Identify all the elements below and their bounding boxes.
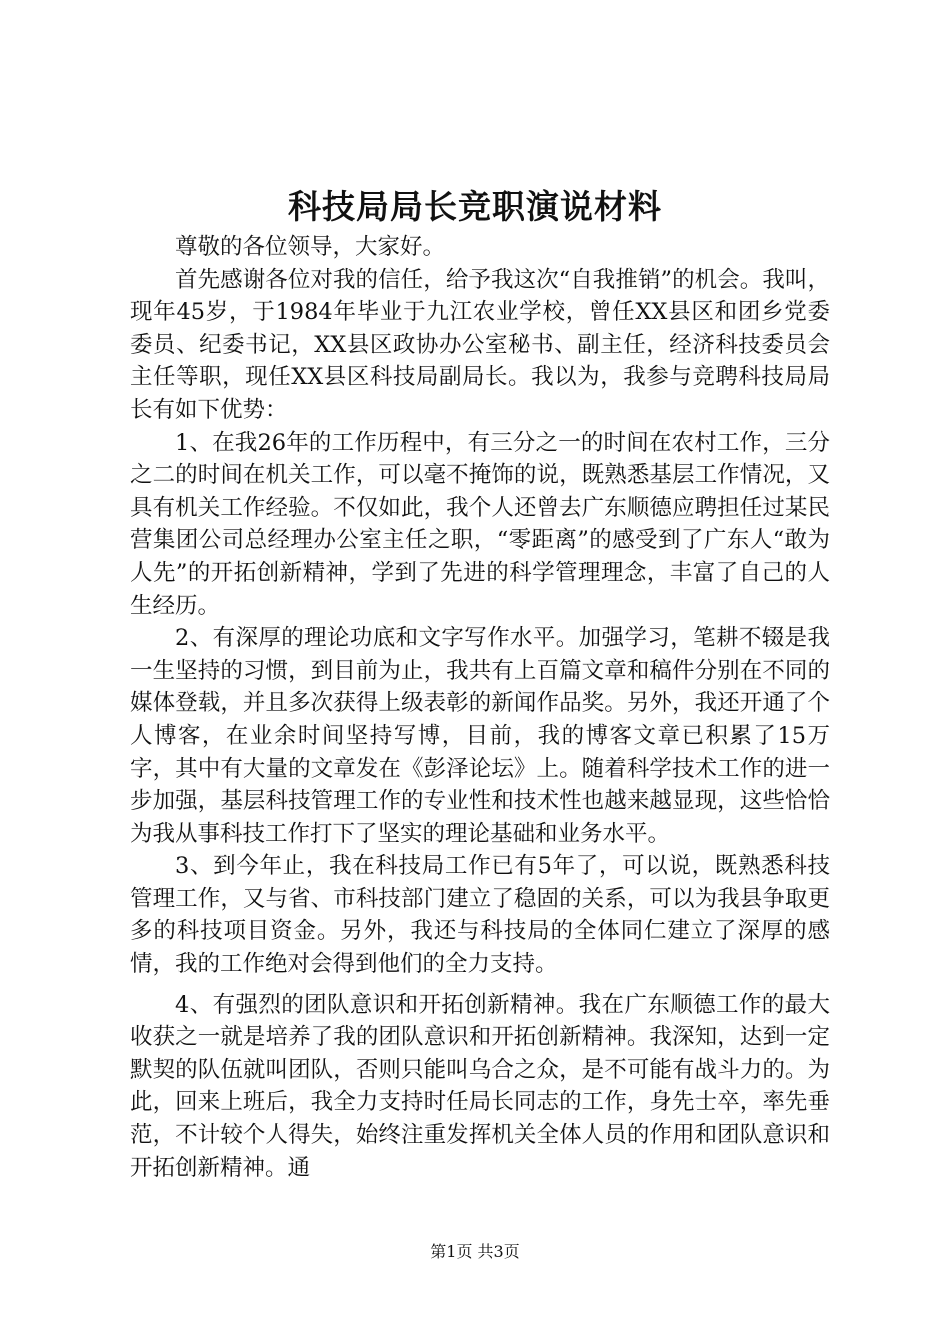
paragraph-advantage-4: 4、有强烈的团队意识和开拓创新精神。我在广东顺德工作的最大收获之一就是培养了我的团队意识和开拓创新精神。我深知，达到一定默契的队伍就叫团队，否则只能叫乌合之众，是不可能有战斗力的。为此，回来上班后，我全力支持时任局长同志的工作，身先士卒，率先垂范，不计较个人得失，始终注重发挥机关全体人员的作用和团队意识和开拓创新精神。通 (130, 991, 830, 1181)
paragraph-advantage-3: 3、到今年止，我在科技局工作已有5年了，可以说，既熟悉科技管理工作，又与省、市科技部门建立了稳固的关系，可以为我县争取更多的科技项目资金。另外，我还与科技局的全体同仁建立了深厚的感情，我的工作绝对会得到他们的全力支持。 (130, 853, 830, 978)
document-title: 科技局局长竞职演说材料 (288, 187, 662, 226)
paragraph-advantage-2: 2、有深厚的理论功底和文字写作水平。加强学习，笔耕不辍是我一生坚持的习惯，到目前为止，我共有上百篇文章和稿件分别在不同的媒体登载，并且多次获得上级表彰的新闻作品奖。另外，我还开通了个人博客，在业余时间坚持写博，目前，我的博客文章已积累了15万字，其中有大量的文章发在《彭泽论坛》上。随着科学技术工作的进一步加强，基层科技管理工作的专业性和技术性也越来越显现，这些恰恰为我从事科技工作打下了坚实的理论基础和业务水平。 (130, 625, 830, 847)
paragraph-advantage-1: 1、在我26年的工作历程中，有三分之一的时间在农村工作，三分之二的时间在机关工作，可以毫不掩饰的说，既熟悉基层工作情况，又具有机关工作经验。不仅如此，我个人还曾去广东顺德应聘担任过某民营集团公司总经理办公室主任之职，“零距离”的感受到了广东人“敢为人先”的开拓创新精神，学到了先进的科学管理理念，丰富了自己的人生经历。 (130, 429, 830, 619)
document-body (130, 231, 830, 1184)
paragraph-introduction: 首先感谢各位对我的信任，给予我这次“自我推销”的机会。我叫，现年45岁，于1984年毕业于九江农业学校，曾任XX县区和团乡党委委员、纪委书记，XX县区政协办公室秘书、副主任，经济科技委员会主任等职，现任XX县区科技局副局长。我以为，我参与竞聘科技局局长有如下优势： (130, 266, 830, 423)
paragraph-greeting: 尊敬的各位领导，大家好。 (175, 234, 446, 260)
page-number-footer: 第1页 共3页 (430, 1242, 520, 1261)
